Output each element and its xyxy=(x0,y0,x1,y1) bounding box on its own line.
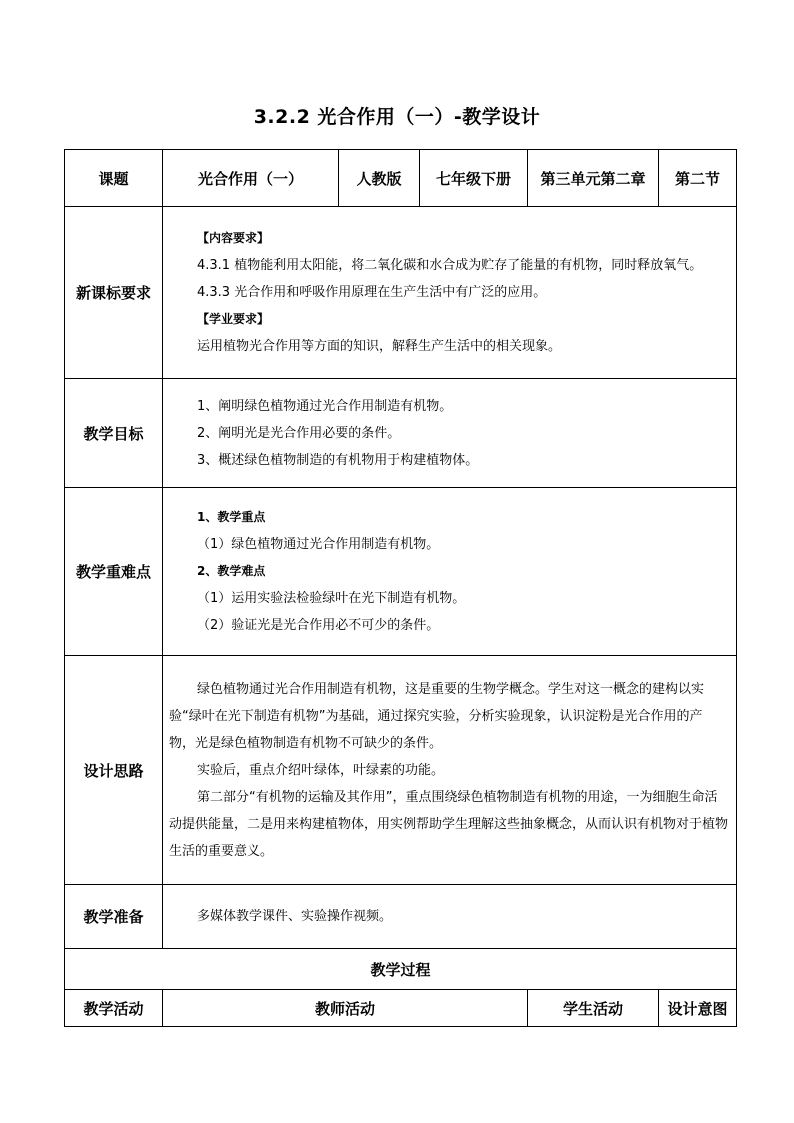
header-grade: 七年级下册 xyxy=(420,150,528,207)
content-req-2: 4.3.3 光合作用和呼吸作用原理在生产生活中有广泛的应用。 xyxy=(197,285,547,300)
objective-2: 2、阐明光是光合作用必要的条件。 xyxy=(197,425,401,441)
curriculum-label: 新课标要求 xyxy=(65,207,163,379)
design-paragraph-2: 实验后，重点介绍叶绿体，叶绿素的功能。 xyxy=(197,762,445,778)
prep-text: 多媒体教学课件、实验操作视频。 xyxy=(197,909,393,924)
difficulty-1: （1）运用实验法检验绿叶在光下制造有机物。 xyxy=(197,591,466,606)
col-design-intent: 设计意图 xyxy=(659,990,737,1027)
objectives-row xyxy=(65,379,737,488)
keypoint-heading: 1、教学重点 xyxy=(197,510,266,524)
col-teacher-activity: 教师活动 xyxy=(163,990,528,1027)
keypoints-content xyxy=(163,488,737,656)
header-section: 第二节 xyxy=(659,150,737,207)
difficulty-heading: 2、教学难点 xyxy=(197,564,266,578)
header-unit: 第三单元第二章 xyxy=(528,150,659,207)
content-req-1: 4.3.1 植物能利用太阳能，将二氧化碳和水合成为贮存了能量的有机物，同时释放氧气。 xyxy=(197,258,703,273)
process-title-row xyxy=(65,949,737,990)
prep-row xyxy=(65,885,737,949)
process-columns-row xyxy=(65,990,737,1027)
header-subject-label: 课题 xyxy=(65,150,163,207)
col-student-activity: 学生活动 xyxy=(528,990,659,1027)
academic-req-1: 运用植物光合作用等方面的知识，解释生产生活中的相关现象。 xyxy=(197,339,562,354)
objective-3: 3、概述绿色植物制造的有机物用于构建植物体。 xyxy=(197,452,479,468)
header-publisher: 人教版 xyxy=(339,150,420,207)
academic-req-heading: 【学业要求】 xyxy=(197,312,270,326)
header-row xyxy=(65,150,737,207)
objectives-label: 教学目标 xyxy=(65,379,163,488)
design-row xyxy=(65,656,737,885)
design-paragraph-1: 绿色植物通过光合作用制造有机物，这是重要的生物学概念。学生对这一概念的建构以实验“绿叶在光下制造有机物”为基础，通过探究实验，分析实验现象，认识淀粉是光合作用的产物，光是绿色植物制造有机物不可缺少的条件。 xyxy=(169,681,705,751)
header-lesson-title: 光合作用（一） xyxy=(163,150,339,207)
keypoints-row xyxy=(65,488,737,656)
prep-content xyxy=(163,885,737,949)
keypoints-label: 教学重难点 xyxy=(65,488,163,656)
page-title: 3.2.2 光合作用（一）-教学设计 xyxy=(253,106,541,128)
curriculum-row xyxy=(65,207,737,379)
design-paragraph-3: 第二部分“有机物的运输及其作用”，重点围绕绿色植物制造有机物的用途，一为细胞生命活动提供能量，二是用来构建植物体，用实例帮助学生理解这些抽象概念，从而认识有机物对于植物生活的重要意义。 xyxy=(169,789,729,859)
curriculum-content xyxy=(163,207,737,379)
process-title: 教学过程 xyxy=(65,949,737,990)
design-label: 设计思路 xyxy=(65,656,163,885)
objective-1: 1、阐明绿色植物通过光合作用制造有机物。 xyxy=(197,398,453,414)
objectives-content xyxy=(163,379,737,488)
content-req-heading: 【内容要求】 xyxy=(197,231,270,245)
prep-label: 教学准备 xyxy=(65,885,163,949)
keypoint-1: （1）绿色植物通过光合作用制造有机物。 xyxy=(197,537,440,552)
col-teaching-activity: 教学活动 xyxy=(65,990,163,1027)
difficulty-2: （2）验证光是光合作用必不可少的条件。 xyxy=(197,618,440,633)
design-content xyxy=(163,656,737,885)
lesson-plan-table xyxy=(64,149,737,1027)
